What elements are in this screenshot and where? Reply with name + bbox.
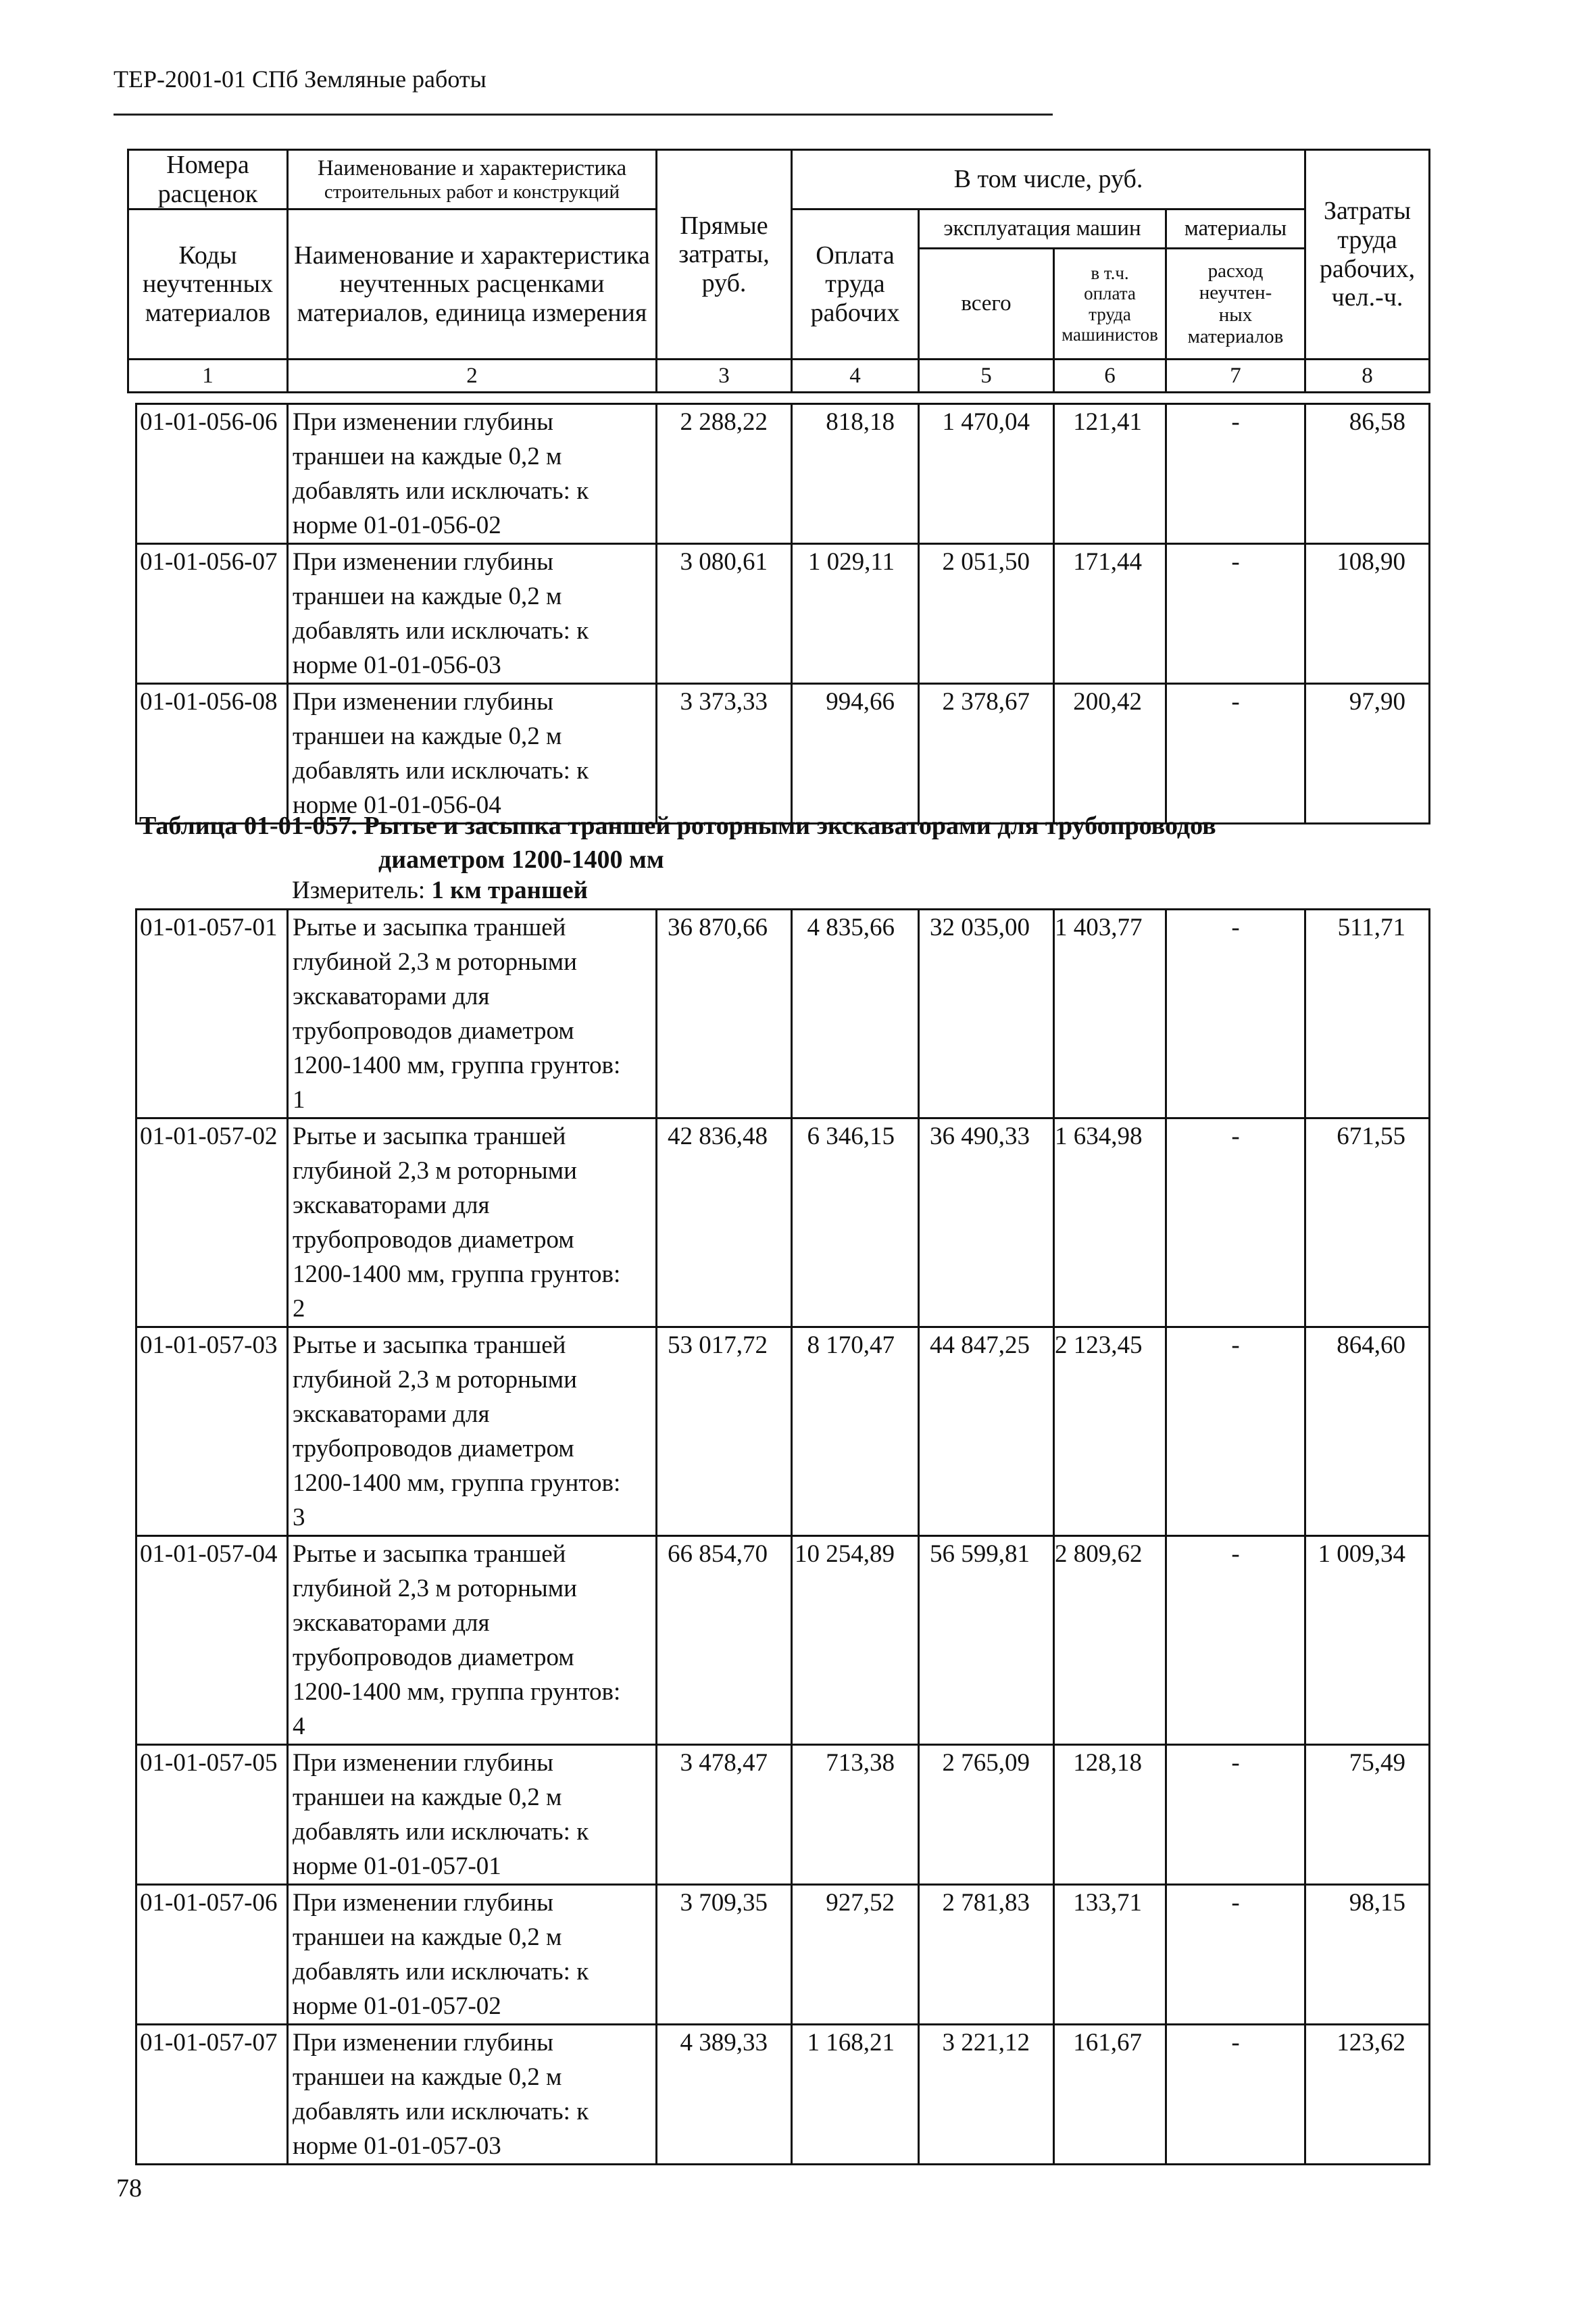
table-row xyxy=(136,1536,1430,1745)
labor-hours-cell: 864,60 xyxy=(1305,1327,1430,1536)
header-text: материалов, единица измерения xyxy=(297,298,647,327)
column-header-table xyxy=(127,149,1430,393)
table-row xyxy=(136,1118,1430,1327)
rate-code-cell: 01-01-057-01 xyxy=(136,910,288,1118)
machines-total-cell: 2 378,67 xyxy=(919,684,1054,824)
header-text: Затраты xyxy=(1323,197,1411,226)
direct-costs-cell: 3 709,35 xyxy=(657,1885,792,2025)
description-line: добавлять или исключать: к xyxy=(293,1958,589,1986)
description-line: Рытье и засыпка траншей xyxy=(293,914,566,941)
header-cell-work-name xyxy=(288,150,657,210)
description-line: При изменении глубины xyxy=(293,688,553,716)
machines-total-cell: 36 490,33 xyxy=(919,1118,1054,1327)
labor-hours-cell: 671,55 xyxy=(1305,1118,1430,1327)
header-text: расход xyxy=(1207,260,1264,282)
column-number: 6 xyxy=(1054,360,1166,393)
labor-pay-cell: 927,52 xyxy=(792,1885,919,2025)
labor-pay-cell: 994,66 xyxy=(792,684,919,824)
table-row xyxy=(136,544,1430,684)
materials-cell: - xyxy=(1166,1536,1305,1745)
description-line: трубопроводов диаметром xyxy=(293,1226,574,1254)
header-text: Наименование и характеристика xyxy=(294,241,650,270)
operators-pay-cell: 200,42 xyxy=(1054,684,1166,824)
machines-total-cell: 56 599,81 xyxy=(919,1536,1054,1745)
description-line: При изменении глубины xyxy=(293,1749,553,1777)
direct-costs-cell: 53 017,72 xyxy=(657,1327,792,1536)
rate-code-cell: 01-01-057-04 xyxy=(136,1536,288,1745)
table-title: Таблица 01-01-057. Рытье и засыпка траншей роторными экскаваторами для трубопроводов xyxy=(139,812,1216,840)
header-cell-machines: эксплуатация машин xyxy=(919,210,1166,249)
header-text: неучтен- xyxy=(1199,282,1272,304)
direct-costs-cell: 3 080,61 xyxy=(657,544,792,684)
operators-pay-cell: 1 634,98 xyxy=(1054,1118,1166,1327)
materials-cell: - xyxy=(1166,2025,1305,2165)
description-line: траншеи на каждые 0,2 м xyxy=(293,1783,562,1811)
description-line: добавлять или исключать: к xyxy=(293,1818,589,1846)
materials-cell: - xyxy=(1166,1745,1305,1885)
description-line: 3 xyxy=(293,1504,305,1531)
table-01-01-057 xyxy=(135,908,1430,2165)
description-line: траншеи на каждые 0,2 м xyxy=(293,583,562,610)
machines-total-cell: 1 470,04 xyxy=(919,404,1054,544)
labor-hours-cell: 511,71 xyxy=(1305,910,1430,1118)
work-description-cell xyxy=(288,1327,657,1536)
description-line: глубиной 2,3 м роторными xyxy=(293,1575,577,1602)
header-text: материалов xyxy=(145,298,271,327)
description-line: глубиной 2,3 м роторными xyxy=(293,1366,577,1394)
machines-total-cell: 3 221,12 xyxy=(919,2025,1054,2165)
operators-pay-cell: 128,18 xyxy=(1054,1745,1166,1885)
column-number: 7 xyxy=(1166,360,1305,393)
labor-pay-cell: 713,38 xyxy=(792,1745,919,1885)
description-line: траншеи на каждые 0,2 м xyxy=(293,2063,562,2091)
rate-code-cell: 01-01-056-08 xyxy=(136,684,288,824)
description-line: Рытье и засыпка траншей xyxy=(293,1540,566,1568)
operators-pay-cell: 133,71 xyxy=(1054,1885,1166,2025)
column-number: 4 xyxy=(792,360,919,393)
header-text: труда xyxy=(1337,226,1397,254)
labor-pay-cell: 818,18 xyxy=(792,404,919,544)
header-text: в т.ч. xyxy=(1091,263,1129,284)
operators-pay-cell: 2 809,62 xyxy=(1054,1536,1166,1745)
work-description-cell xyxy=(288,684,657,824)
work-description-cell xyxy=(288,2025,657,2165)
description-line: Рытье и засыпка траншей xyxy=(293,1331,566,1359)
description-line: трубопроводов диаметром xyxy=(293,1435,574,1462)
header-cell-labor-hours xyxy=(1305,150,1430,360)
description-line: 1200-1400 мм, группа грунтов: xyxy=(293,1052,621,1079)
labor-pay-cell: 8 170,47 xyxy=(792,1327,919,1536)
labor-hours-cell: 1 009,34 xyxy=(1305,1536,1430,1745)
table-row xyxy=(136,2025,1430,2165)
header-text: рабочих, xyxy=(1319,254,1416,283)
rate-code-cell: 01-01-057-03 xyxy=(136,1327,288,1536)
header-text: машинистов xyxy=(1062,324,1158,345)
description-line: трубопроводов диаметром xyxy=(293,1644,574,1671)
operators-pay-cell: 2 123,45 xyxy=(1054,1327,1166,1536)
work-description-cell xyxy=(288,1885,657,2025)
description-line: норме 01-01-056-03 xyxy=(293,651,501,679)
machines-total-cell: 32 035,00 xyxy=(919,910,1054,1118)
labor-hours-cell: 75,49 xyxy=(1305,1745,1430,1885)
header-cell-materials: материалы xyxy=(1166,210,1305,249)
header-text: Прямые xyxy=(680,211,768,240)
machines-total-cell: 2 051,50 xyxy=(919,544,1054,684)
rate-code-cell: 01-01-057-06 xyxy=(136,1885,288,2025)
column-number: 3 xyxy=(657,360,792,393)
labor-pay-cell: 1 168,21 xyxy=(792,2025,919,2165)
header-text: Номера xyxy=(166,151,249,179)
description-line: норме 01-01-057-02 xyxy=(293,1992,501,2020)
description-line: При изменении глубины xyxy=(293,1889,553,1917)
header-text: расценок xyxy=(157,179,258,208)
work-description-cell xyxy=(288,544,657,684)
machines-total-cell: 2 781,83 xyxy=(919,1885,1054,2025)
header-cell-including: В том числе, руб. xyxy=(792,150,1305,210)
materials-cell: - xyxy=(1166,544,1305,684)
work-description-cell xyxy=(288,1118,657,1327)
rate-code-cell: 01-01-056-07 xyxy=(136,544,288,684)
header-cell-machines-total: всего xyxy=(919,249,1054,360)
header-text: рабочих xyxy=(810,298,900,327)
table-01-01-056 xyxy=(135,403,1430,824)
materials-cell: - xyxy=(1166,1885,1305,2025)
table-row xyxy=(136,404,1430,544)
header-cell-material-names xyxy=(288,210,657,360)
header-cell-material-codes xyxy=(128,210,288,360)
work-description-cell xyxy=(288,404,657,544)
labor-hours-cell: 123,62 xyxy=(1305,2025,1430,2165)
description-line: При изменении глубины xyxy=(293,2029,553,2057)
machines-total-cell: 44 847,25 xyxy=(919,1327,1054,1536)
description-line: трубопроводов диаметром xyxy=(293,1017,574,1045)
description-line: При изменении глубины xyxy=(293,408,553,436)
description-line: 1200-1400 мм, группа грунтов: xyxy=(293,1260,621,1288)
description-line: норме 01-01-056-02 xyxy=(293,512,501,539)
header-cell-unaccounted-materials xyxy=(1166,249,1305,360)
description-line: траншеи на каждые 0,2 м xyxy=(293,443,562,470)
rate-code-cell: 01-01-057-07 xyxy=(136,2025,288,2165)
description-line: экскаваторами для xyxy=(293,1400,490,1428)
description-line: добавлять или исключать: к xyxy=(293,2098,589,2125)
header-text: строительных работ и конструкций xyxy=(324,180,620,203)
description-line: экскаваторами для xyxy=(293,983,490,1010)
description-line: норме 01-01-057-01 xyxy=(293,1852,501,1880)
header-text: руб. xyxy=(701,268,747,297)
description-line: При изменении глубины xyxy=(293,548,553,576)
description-line: добавлять или исключать: к xyxy=(293,477,589,505)
description-line: траншеи на каждые 0,2 м xyxy=(293,722,562,750)
table-row xyxy=(136,1327,1430,1536)
unit-value: 1 км траншей xyxy=(431,877,588,904)
labor-hours-cell: 97,90 xyxy=(1305,684,1430,824)
labor-hours-cell: 108,90 xyxy=(1305,544,1430,684)
description-line: норме 01-01-056-04 xyxy=(293,791,501,819)
rate-code-cell: 01-01-056-06 xyxy=(136,404,288,544)
description-line: экскаваторами для xyxy=(293,1609,490,1637)
page-header-title: ТЕР-2001-01 СПб Земляные работы xyxy=(114,66,487,93)
operators-pay-cell: 171,44 xyxy=(1054,544,1166,684)
header-text: труда xyxy=(1089,303,1131,324)
materials-cell: - xyxy=(1166,910,1305,1118)
header-text: Коды xyxy=(178,241,237,270)
description-line: 4 xyxy=(293,1713,305,1740)
labor-pay-cell: 1 029,11 xyxy=(792,544,919,684)
work-description-cell xyxy=(288,910,657,1118)
labor-hours-cell: 98,15 xyxy=(1305,1885,1430,2025)
column-number: 1 xyxy=(128,360,288,393)
description-line: экскаваторами для xyxy=(293,1191,490,1219)
description-line: траншеи на каждые 0,2 м xyxy=(293,1923,562,1951)
operators-pay-cell: 1 403,77 xyxy=(1054,910,1166,1118)
page-number: 78 xyxy=(116,2174,142,2202)
description-line: глубиной 2,3 м роторными xyxy=(293,1157,577,1185)
header-text: оплата xyxy=(1084,283,1136,304)
header-rule xyxy=(114,114,1053,116)
description-line: 1200-1400 мм, группа грунтов: xyxy=(293,1469,621,1497)
description-line: 2 xyxy=(293,1295,305,1323)
header-cell-direct-costs xyxy=(657,150,792,360)
direct-costs-cell: 42 836,48 xyxy=(657,1118,792,1327)
operators-pay-cell: 121,41 xyxy=(1054,404,1166,544)
direct-costs-cell: 66 854,70 xyxy=(657,1536,792,1745)
header-text: чел.-ч. xyxy=(1331,283,1403,312)
header-text: труда xyxy=(825,270,885,299)
header-text: материалов xyxy=(1187,326,1284,348)
description-line: Рытье и засыпка траншей xyxy=(293,1123,566,1150)
column-number: 5 xyxy=(919,360,1054,393)
description-line: 1200-1400 мм, группа грунтов: xyxy=(293,1678,621,1706)
header-text: Оплата xyxy=(816,241,895,270)
materials-cell: - xyxy=(1166,404,1305,544)
description-line: глубиной 2,3 м роторными xyxy=(293,948,577,976)
header-text: ных xyxy=(1218,303,1253,326)
header-text: затраты, xyxy=(678,240,770,269)
header-cell-operators-pay xyxy=(1054,249,1166,360)
machines-total-cell: 2 765,09 xyxy=(919,1745,1054,1885)
table-row xyxy=(136,684,1430,824)
labor-pay-cell: 6 346,15 xyxy=(792,1118,919,1327)
description-line: 1 xyxy=(293,1086,305,1114)
labor-pay-cell: 4 835,66 xyxy=(792,910,919,1118)
materials-cell: - xyxy=(1166,684,1305,824)
description-line: добавлять или исключать: к xyxy=(293,757,589,785)
table-title-line-2: диаметром 1200-1400 мм xyxy=(378,845,664,874)
header-cell-labor-pay xyxy=(792,210,919,360)
header-cell-rate-number xyxy=(128,150,288,210)
work-description-cell xyxy=(288,1536,657,1745)
materials-cell: - xyxy=(1166,1327,1305,1536)
unit-label: Измеритель: xyxy=(292,877,426,904)
column-number: 8 xyxy=(1305,360,1430,393)
column-number: 2 xyxy=(288,360,657,393)
labor-hours-cell: 86,58 xyxy=(1305,404,1430,544)
rate-code-cell: 01-01-057-02 xyxy=(136,1118,288,1327)
materials-cell: - xyxy=(1166,1118,1305,1327)
direct-costs-cell: 3 373,33 xyxy=(657,684,792,824)
work-description-cell xyxy=(288,1745,657,1885)
header-text: неучтенных расценками xyxy=(339,270,605,299)
rate-code-cell: 01-01-057-05 xyxy=(136,1745,288,1885)
description-line: норме 01-01-057-03 xyxy=(293,2132,501,2160)
operators-pay-cell: 161,67 xyxy=(1054,2025,1166,2165)
direct-costs-cell: 36 870,66 xyxy=(657,910,792,1118)
table-row xyxy=(136,910,1430,1118)
labor-pay-cell: 10 254,89 xyxy=(792,1536,919,1745)
description-line: добавлять или исключать: к xyxy=(293,617,589,645)
direct-costs-cell: 2 288,22 xyxy=(657,404,792,544)
direct-costs-cell: 4 389,33 xyxy=(657,2025,792,2165)
header-text: Наименование и характеристика xyxy=(317,155,627,180)
header-text: неучтенных xyxy=(142,270,274,299)
direct-costs-cell: 3 478,47 xyxy=(657,1745,792,1885)
table-row xyxy=(136,1885,1430,2025)
table-row xyxy=(136,1745,1430,1885)
table-unit xyxy=(292,876,588,905)
